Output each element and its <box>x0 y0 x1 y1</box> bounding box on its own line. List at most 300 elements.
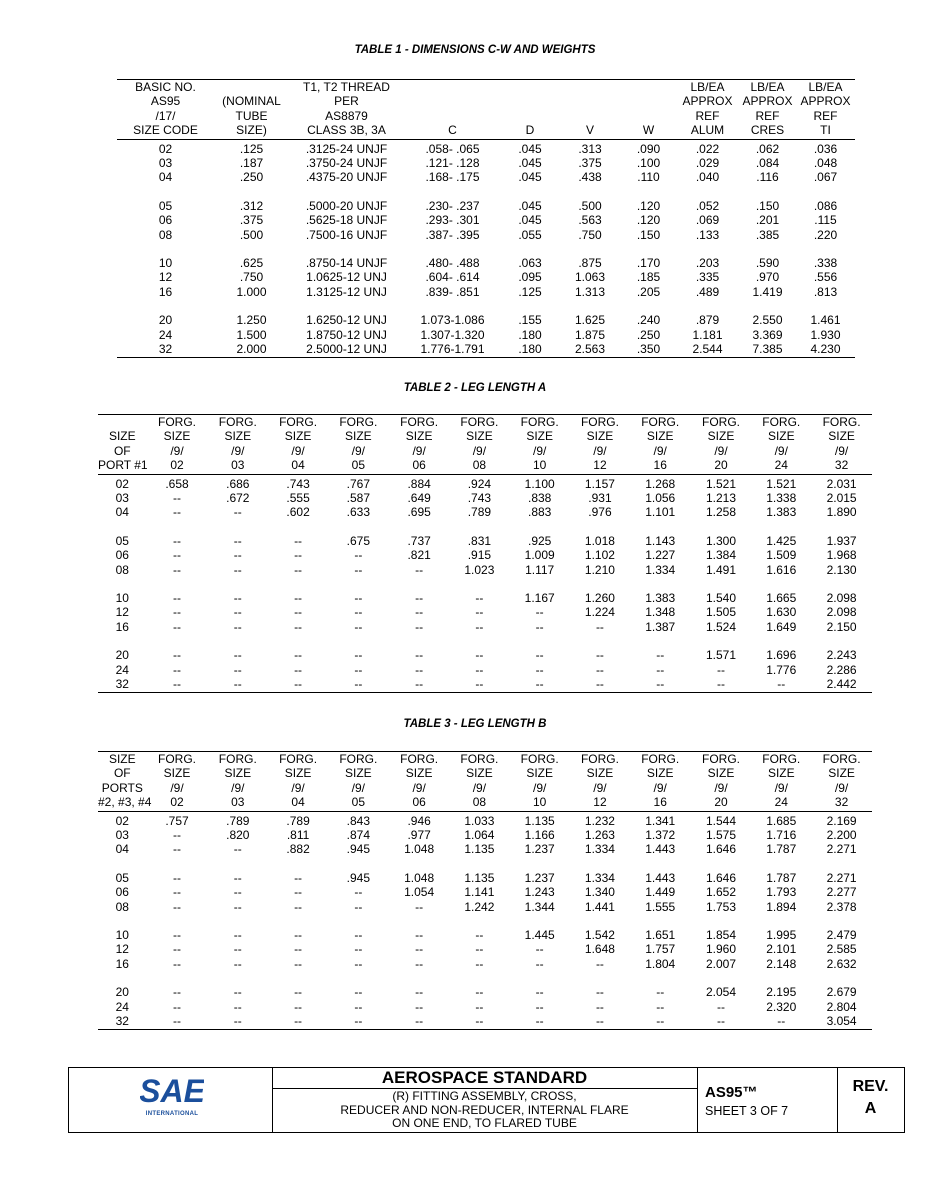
table-cell: 1.854 <box>705 928 737 943</box>
row-size-cell: 24 <box>115 662 129 677</box>
table-cell: .120 <box>636 198 661 213</box>
row-size-cell: 03 <box>115 828 129 843</box>
table-cell: .086 <box>813 198 838 213</box>
column-header: V <box>559 123 621 139</box>
spacer-cell <box>98 577 872 591</box>
table-row <box>98 548 872 562</box>
table-cell: .203 <box>695 256 720 271</box>
table3-leg-length-b <box>98 751 872 1030</box>
table-cell: .230- .237 <box>425 198 480 213</box>
table-cell: .813 <box>813 284 838 299</box>
table-cell: .737 <box>407 533 431 548</box>
table-cell: .168- .175 <box>425 170 480 185</box>
table-cell: 1.250 <box>236 313 267 328</box>
column-header: CRES <box>739 123 796 139</box>
table-cell: 1.000 <box>236 284 267 299</box>
table-cell: .067 <box>813 170 838 185</box>
table-row <box>117 313 855 327</box>
table-cell: .045 <box>518 198 542 213</box>
table-cell: .743 <box>467 491 492 506</box>
table-cell: 1.937 <box>826 533 857 548</box>
table-cell: .555 <box>286 491 310 506</box>
table-row <box>98 828 872 842</box>
table-cell: 1.968 <box>826 548 857 563</box>
table-cell: 1.776 <box>766 662 797 677</box>
header-row <box>98 429 872 443</box>
group-spacer <box>98 634 872 648</box>
table-cell: .055 <box>518 227 542 242</box>
column-header: 32 <box>811 458 872 474</box>
table-cell: -- <box>354 999 363 1014</box>
column-header: 08 <box>450 458 510 474</box>
table-cell: .220 <box>813 227 838 242</box>
table-cell: -- <box>233 942 242 957</box>
row-size-cell: 12 <box>158 270 173 285</box>
table-cell: -- <box>535 605 544 620</box>
column-header: SIZE <box>405 429 433 444</box>
revision-label: REV. <box>852 1078 889 1095</box>
table-row <box>117 256 855 270</box>
group-spacer <box>98 520 872 534</box>
table-cell: -- <box>233 999 242 1014</box>
table-cell: 1.443 <box>645 870 676 885</box>
column-header: 02 <box>147 795 208 811</box>
table-cell: 1.804 <box>645 956 676 971</box>
table-cell: 1.260 <box>584 591 615 606</box>
table-cell: 1.555 <box>645 899 676 914</box>
table-cell: .121- .128 <box>425 156 480 171</box>
table-cell: -- <box>595 956 604 971</box>
table-cell: .062 <box>755 141 780 156</box>
column-header: 32 <box>811 795 872 811</box>
header-row <box>98 444 872 458</box>
table-cell: -- <box>294 648 303 663</box>
table-cell: 2.200 <box>826 828 857 843</box>
table-cell: -- <box>415 619 424 634</box>
column-header: /9/ <box>774 443 788 458</box>
revision-value: A <box>864 1100 877 1117</box>
column-header: TUBE <box>235 108 268 123</box>
revision-cell <box>837 1068 904 1132</box>
table-cell: 1.135 <box>524 813 555 828</box>
table-cell: 1.210 <box>584 562 615 577</box>
column-header: REF <box>755 108 780 123</box>
table-cell: -- <box>630 1014 691 1029</box>
table-cell: .743 <box>286 476 310 491</box>
table-row <box>117 342 855 357</box>
row-size-cell: 12 <box>115 605 129 620</box>
table-cell: -- <box>294 899 303 914</box>
table-cell: 2.563 <box>559 342 621 357</box>
spacer-cell <box>98 520 872 534</box>
column-header: SIZE <box>345 766 372 781</box>
table-cell: .180 <box>501 342 559 357</box>
table-cell: 1.334 <box>584 870 615 885</box>
table-cell: .375 <box>239 213 264 228</box>
table-cell: .563 <box>578 213 602 228</box>
table-cell: .839- .851 <box>425 284 480 299</box>
column-header: /9/ <box>412 780 426 795</box>
table-cell: -- <box>475 956 484 971</box>
header-row <box>98 415 872 430</box>
table-cell: .375 <box>578 156 602 171</box>
table-cell: 1.383 <box>766 505 797 520</box>
table-cell: -- <box>415 662 424 677</box>
table-row <box>98 563 872 577</box>
standard-heading: AEROSPACE STANDARD <box>272 1068 697 1089</box>
row-size-cell: 03 <box>158 156 173 171</box>
table-cell: -- <box>233 985 242 1000</box>
table-row <box>98 491 872 505</box>
table-cell: 2.679 <box>826 985 857 1000</box>
table1-dimensions-weights <box>117 79 855 358</box>
table-row <box>117 139 855 156</box>
table-cell: -- <box>173 648 182 663</box>
table-cell: .120 <box>636 213 661 228</box>
table-cell: -- <box>475 662 484 677</box>
table-cell: .5625-18 UNJF <box>305 213 388 228</box>
column-header: /9/ <box>834 780 849 795</box>
table-cell: -- <box>294 928 303 943</box>
table-cell: .090 <box>636 141 661 156</box>
table-row <box>98 928 872 942</box>
table-cell: -- <box>595 619 604 634</box>
table-cell: .116 <box>756 170 779 185</box>
column-header: 05 <box>328 795 389 811</box>
spacer-cell <box>117 242 855 256</box>
column-header: 16 <box>630 458 691 474</box>
table-cell: -- <box>328 677 389 692</box>
column-header: PORTS <box>101 780 143 795</box>
table-cell: 2.479 <box>826 928 857 943</box>
column-header: /9/ <box>533 780 547 795</box>
table-cell: .875 <box>578 256 602 271</box>
table-cell: -- <box>233 548 242 563</box>
title-line: ON ONE END, TO FLARED TUBE <box>392 1116 577 1130</box>
header-row <box>117 94 855 108</box>
table-cell: -- <box>233 928 242 943</box>
table-cell: 2.632 <box>826 956 857 971</box>
column-header: 10 <box>509 795 570 811</box>
table-cell: 1.757 <box>645 942 676 957</box>
document-title <box>272 1089 697 1131</box>
table-cell: -- <box>268 1014 328 1029</box>
table-cell: -- <box>294 985 303 1000</box>
sae-logo-text: SAE <box>140 1074 204 1108</box>
table-cell: -- <box>173 928 182 943</box>
table-cell: .350 <box>621 342 676 357</box>
table-cell: .063 <box>518 256 542 271</box>
table-cell: .789 <box>467 505 492 520</box>
table-cell: -- <box>173 942 182 957</box>
column-header <box>404 109 501 123</box>
table-cell: 2.150 <box>826 619 857 634</box>
table-cell: -- <box>173 985 182 1000</box>
column-header: 16 <box>630 795 691 811</box>
table-cell: 1.890 <box>826 505 857 520</box>
table-cell: .293- .301 <box>425 213 480 228</box>
table-cell: 1.894 <box>766 899 797 914</box>
table-cell: .3750-24 UNJF <box>305 156 388 171</box>
table-cell: 1.524 <box>705 619 737 634</box>
table-cell: 2.101 <box>766 942 797 957</box>
column-header: SIZE <box>284 429 312 444</box>
spacer-cell <box>98 857 872 871</box>
group-spacer <box>117 299 855 313</box>
table-cell: -- <box>233 591 242 606</box>
column-header: SIZE <box>526 429 553 444</box>
table-cell: -- <box>173 619 182 634</box>
table-cell: 4.230 <box>796 342 855 357</box>
table-cell: -- <box>595 985 604 1000</box>
table-cell: 2.271 <box>826 870 857 885</box>
table-cell: .155 <box>518 313 542 328</box>
column-header: /9/ <box>653 780 667 795</box>
table-cell: -- <box>717 662 725 677</box>
table-cell: -- <box>595 999 604 1014</box>
column-header: SIZE <box>646 429 674 444</box>
table-row <box>98 474 872 491</box>
column-header: FORG. <box>630 752 691 767</box>
column-header: 03 <box>207 458 268 474</box>
table-cell: 2.243 <box>826 648 857 663</box>
table-cell: -- <box>751 677 811 692</box>
table-cell: -- <box>147 677 208 692</box>
table-cell: -- <box>207 1014 268 1029</box>
table-cell: .945 <box>346 870 371 885</box>
column-header: FORG. <box>811 752 872 767</box>
table-cell: 1.063 <box>574 270 606 285</box>
table-cell: 1.048 <box>404 842 435 857</box>
table-cell: .976 <box>588 505 612 520</box>
table-cell: -- <box>173 491 182 506</box>
table-cell: 1.384 <box>705 548 737 563</box>
table-cell: -- <box>173 548 182 563</box>
table-cell: 1.300 <box>705 533 737 548</box>
column-header: SIZE <box>586 766 614 781</box>
table-row <box>98 1000 872 1014</box>
table-cell: -- <box>233 842 242 857</box>
table-cell: 2.054 <box>705 985 737 1000</box>
table-cell: 1.646 <box>705 870 737 885</box>
table-cell: .658 <box>165 476 189 491</box>
column-header <box>404 94 501 108</box>
column-header: SIZE <box>224 429 252 444</box>
table-cell: 1.875 <box>574 327 606 342</box>
header-row <box>98 781 872 795</box>
table-cell: -- <box>535 999 544 1014</box>
row-size-cell: 04 <box>158 170 173 185</box>
column-header: 12 <box>570 795 630 811</box>
column-header: FORG. <box>389 752 450 767</box>
table-cell: .925 <box>527 533 552 548</box>
column-header: SIZE <box>466 429 493 444</box>
table-cell: 1.649 <box>766 619 797 634</box>
table-cell: -- <box>233 899 242 914</box>
spacer-cell <box>98 914 872 928</box>
column-header: FORG. <box>147 752 208 767</box>
column-header: /9/ <box>351 780 366 795</box>
table-row <box>98 942 872 956</box>
column-header: /9/ <box>774 780 788 795</box>
table-cell: 1.776-1.791 <box>404 342 501 357</box>
table-row <box>117 213 855 227</box>
column-header: 06 <box>389 795 450 811</box>
table-cell: .125 <box>239 141 264 156</box>
header-row <box>117 109 855 123</box>
table-cell: 1.048 <box>404 870 435 885</box>
table-row <box>98 677 872 692</box>
table-cell: -- <box>475 648 484 663</box>
column-header: C <box>404 123 501 139</box>
table-cell: 1.793 <box>766 885 797 900</box>
table-cell: .385 <box>755 227 780 242</box>
column-header: FORG. <box>751 752 811 767</box>
table-cell: 1.3125-12 UNJ <box>306 284 387 299</box>
table-cell: 1.023 <box>464 562 495 577</box>
table-cell: -- <box>173 842 182 857</box>
table-cell: 1.167 <box>524 591 555 606</box>
row-size-cell: 06 <box>115 548 129 563</box>
table-cell: -- <box>535 985 544 1000</box>
table-cell: 2.000 <box>214 342 289 357</box>
header-row <box>98 795 872 811</box>
table-cell: .500 <box>578 198 602 213</box>
column-header: LB/EA <box>676 80 739 95</box>
table-cell: -- <box>630 677 691 692</box>
table-cell: .250 <box>239 170 264 185</box>
table-cell: 1.263 <box>584 828 615 843</box>
table-cell: .945 <box>346 842 371 857</box>
column-header: FORG. <box>509 752 570 767</box>
table3-caption: TABLE 3 - LEG LENGTH B <box>403 718 547 730</box>
table-cell: 1.787 <box>766 842 797 857</box>
row-size-cell: 32 <box>98 1014 147 1029</box>
row-size-cell: 10 <box>158 256 173 271</box>
table-cell: -- <box>173 899 182 914</box>
column-header <box>559 94 621 108</box>
table-cell: 1.307-1.320 <box>420 327 485 342</box>
table-cell: 1.056 <box>645 491 676 506</box>
table-cell: -- <box>415 605 424 620</box>
table-row <box>117 170 855 184</box>
table-cell: .931 <box>588 491 612 506</box>
column-header: FORG. <box>389 415 450 430</box>
column-header: SIZE CODE <box>117 123 214 139</box>
table-cell: -- <box>751 1014 811 1029</box>
table-cell: -- <box>173 885 182 900</box>
table-cell: 1.242 <box>464 899 495 914</box>
row-size-cell: 16 <box>115 956 129 971</box>
column-header <box>621 80 676 95</box>
column-header: FORG. <box>691 415 752 430</box>
table-cell: 1.135 <box>464 870 495 885</box>
table-cell: 1.100 <box>524 476 555 491</box>
table-cell: .133 <box>695 227 720 242</box>
table-cell: -- <box>535 662 544 677</box>
table-cell: .048 <box>813 156 838 171</box>
table-cell: .187 <box>239 156 264 171</box>
table-cell: 1.334 <box>645 562 676 577</box>
table-cell: -- <box>354 548 363 563</box>
table-cell: -- <box>233 956 242 971</box>
table-cell: -- <box>233 662 242 677</box>
column-header: /9/ <box>714 443 728 458</box>
column-header: /9/ <box>653 443 667 458</box>
column-header: APPROX <box>682 94 733 109</box>
table-cell: 2.007 <box>705 956 737 971</box>
column-header: SIZE <box>707 429 735 444</box>
table-cell: -- <box>656 662 665 677</box>
table-row <box>98 885 872 899</box>
column-header: REF <box>813 108 838 123</box>
column-header: /9/ <box>231 780 245 795</box>
table-cell: 1.441 <box>584 899 615 914</box>
group-spacer <box>98 857 872 871</box>
table-row <box>98 620 872 634</box>
table-cell: -- <box>294 591 303 606</box>
table-cell: .7500-16 UNJF <box>305 227 388 242</box>
group-spacer <box>117 185 855 199</box>
table-cell: -- <box>389 1014 450 1029</box>
table-cell: .052 <box>695 198 720 213</box>
table-cell: .767 <box>346 476 371 491</box>
table-cell: .821 <box>407 548 431 563</box>
table-cell: -- <box>173 591 182 606</box>
column-header: SIZE) <box>214 123 289 139</box>
table-cell: -- <box>535 648 544 663</box>
table-cell: -- <box>173 870 182 885</box>
table-cell: -- <box>294 956 303 971</box>
row-size-cell: 08 <box>115 899 129 914</box>
column-header: SIZE <box>163 429 191 444</box>
title-line: (R) FITTING ASSEMBLY, CROSS, <box>392 1089 577 1103</box>
row-size-cell: 06 <box>158 213 173 228</box>
column-header <box>98 415 147 430</box>
table-cell: 1.542 <box>584 928 615 943</box>
table-cell: 1.387 <box>645 619 676 634</box>
group-spacer <box>117 242 855 256</box>
table-cell: -- <box>233 605 242 620</box>
table-row <box>98 1014 872 1029</box>
column-header: /9/ <box>170 780 184 795</box>
column-header: SIZE <box>707 766 735 781</box>
table-cell: .069 <box>695 213 720 228</box>
table-cell: 1.313 <box>574 284 606 299</box>
table-cell: -- <box>354 928 363 943</box>
table-cell: -- <box>656 648 665 663</box>
table-cell: -- <box>173 828 182 843</box>
table-cell: 1.344 <box>524 899 555 914</box>
table-cell: .170 <box>636 256 661 271</box>
table-cell: -- <box>415 942 424 957</box>
column-header: SIZE <box>526 766 553 781</box>
column-header: 20 <box>691 795 752 811</box>
table-cell: -- <box>173 505 182 520</box>
row-size-cell: 24 <box>158 327 173 342</box>
table-cell: -- <box>595 662 604 677</box>
table-cell: .480- .488 <box>425 256 480 271</box>
table-cell: -- <box>656 985 665 1000</box>
table-cell: -- <box>354 591 363 606</box>
table-cell: -- <box>691 1014 752 1029</box>
title-cell <box>272 1068 698 1132</box>
row-size-cell: 20 <box>115 985 129 1000</box>
table-cell: 2.378 <box>826 899 857 914</box>
table-cell: 1.258 <box>705 505 737 520</box>
sae-logo <box>137 1074 207 1117</box>
column-header: FORG. <box>207 415 268 430</box>
